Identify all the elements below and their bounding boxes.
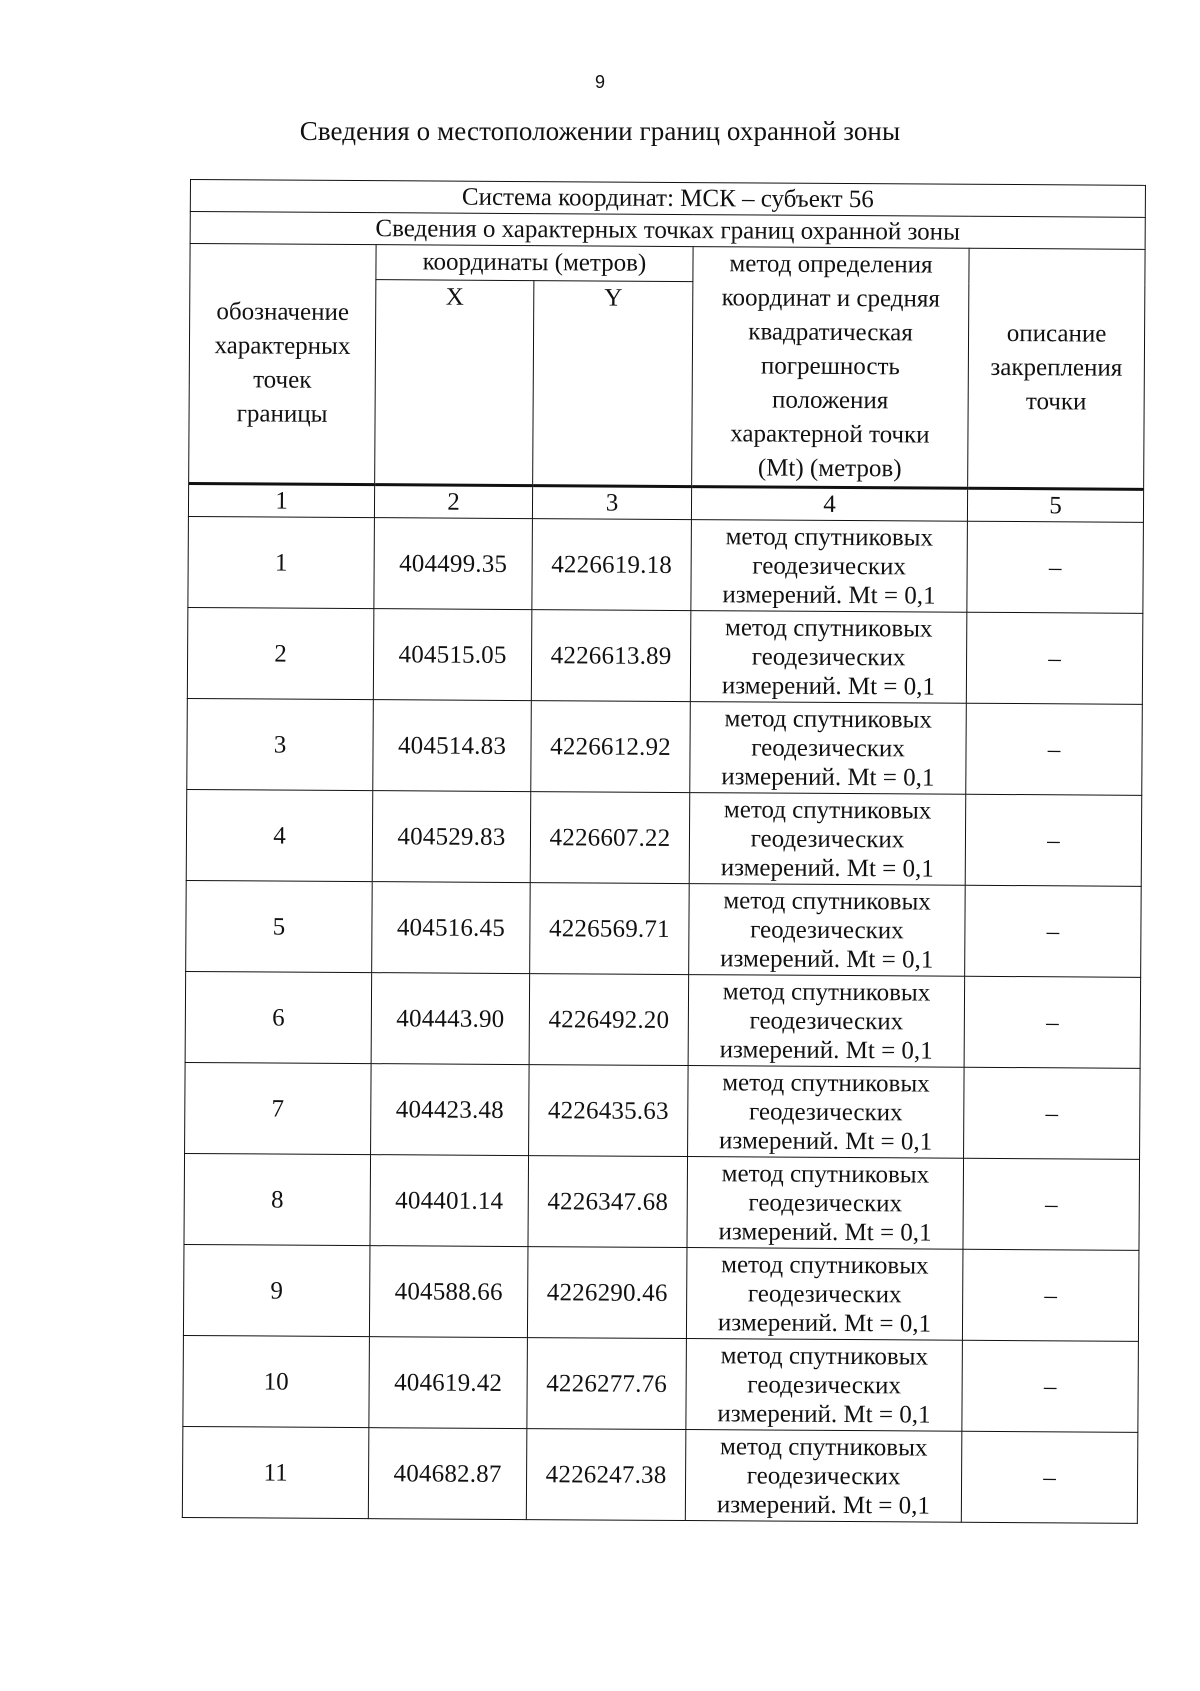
method-line: метод спутниковых [723, 795, 932, 825]
method-line: метод спутниковых [721, 1250, 929, 1280]
header-method-line: характерной точки [730, 420, 930, 449]
method-line: измерений. Mt = 0,1 [718, 1217, 932, 1247]
header-method-line: (Mt) (метров) [757, 454, 902, 483]
method-cell [686, 1248, 963, 1341]
header-description [968, 248, 1145, 489]
description-cell: – [966, 703, 1143, 795]
x-coordinate-cell: 404619.42 [369, 1337, 528, 1429]
method-line: геодезических [747, 1279, 902, 1308]
y-coordinate-cell: 4226612.92 [531, 701, 691, 793]
x-coordinate-cell: 404515.05 [373, 609, 532, 701]
x-coordinate-cell: 404588.66 [369, 1246, 528, 1338]
description-cell: – [962, 1249, 1139, 1341]
description-cell: – [967, 521, 1144, 613]
table-row [182, 1426, 1138, 1523]
method-cell [688, 975, 965, 1068]
method-line: измерений. Mt = 0,1 [721, 762, 935, 792]
method-line: измерений. Mt = 0,1 [722, 580, 936, 610]
table-row [184, 1153, 1140, 1250]
method-cell [687, 1157, 964, 1250]
method-line: геодезических [751, 642, 906, 671]
table-row [187, 607, 1143, 704]
header-method [692, 247, 969, 489]
header-method-line: метод определения [729, 250, 933, 279]
x-coordinate-cell: 404499.35 [374, 518, 533, 610]
header-method-line: координат и средняя [721, 284, 940, 313]
method-line: геодезических [748, 1097, 903, 1126]
x-coordinate-cell: 404516.45 [372, 882, 531, 974]
method-line: метод спутниковых [722, 1068, 930, 1098]
description-cell: – [966, 612, 1143, 704]
y-coordinate-cell: 4226277.76 [527, 1338, 687, 1430]
description-cell: – [965, 885, 1142, 977]
column-number: 3 [532, 486, 691, 520]
y-coordinate-cell: 4226619.18 [532, 519, 692, 611]
method-line: измерений. Mt = 0,1 [716, 1490, 931, 1520]
method-line: измерений. Mt = 0,1 [720, 853, 934, 883]
method-line: метод спутниковых [724, 613, 933, 643]
method-line: геодезических [750, 915, 904, 944]
point-number-cell: 11 [182, 1426, 369, 1518]
x-coordinate-cell: 404423.48 [371, 1064, 530, 1156]
method-line: измерений. Mt = 0,1 [719, 1126, 933, 1156]
method-line: метод спутниковых [721, 1159, 930, 1189]
table-row [183, 1244, 1139, 1341]
header-designation-line: границы [236, 400, 328, 428]
header-method-line: квадратическая [748, 318, 913, 347]
method-line: метод спутниковых [720, 1341, 929, 1371]
column-number: 4 [691, 487, 967, 522]
method-cell [688, 1066, 965, 1159]
method-line: геодезических [751, 733, 905, 762]
x-coordinate-cell: 404514.83 [373, 700, 532, 792]
table-row [185, 1062, 1141, 1159]
y-coordinate-cell: 4226247.38 [526, 1429, 686, 1521]
method-line: геодезических [749, 1006, 904, 1035]
header-designation [189, 244, 376, 485]
y-coordinate-cell: 4226435.63 [529, 1065, 689, 1157]
method-cell [691, 520, 968, 613]
method-line: метод спутниковых [719, 1432, 928, 1462]
description-cell: – [964, 976, 1141, 1068]
method-line: геодезических [747, 1370, 902, 1399]
y-coordinate-cell: 4226613.89 [531, 610, 691, 702]
column-number: 5 [967, 488, 1143, 522]
description-cell: – [963, 1158, 1140, 1250]
boundary-points-table [182, 179, 1146, 1524]
method-line: измерений. Mt = 0,1 [717, 1308, 932, 1338]
x-coordinate-cell: 404401.14 [370, 1155, 529, 1247]
column-number: 1 [188, 483, 374, 517]
table-row [185, 971, 1141, 1068]
table-row [187, 698, 1143, 795]
y-coordinate-cell: 4226347.68 [528, 1156, 688, 1248]
section-title-cell: Сведения о характерных точках границ охранной зоны [190, 212, 1145, 250]
point-number-cell: 4 [186, 789, 373, 881]
header-coordinates: координаты (метров) [376, 245, 693, 282]
point-number-cell: 7 [185, 1062, 372, 1154]
point-number-cell: 5 [186, 880, 373, 972]
header-designation-line: обозначение [216, 298, 350, 326]
method-cell [689, 793, 966, 886]
method-line: метод спутниковых [724, 704, 932, 734]
method-cell [690, 702, 967, 795]
x-coordinate-cell: 404529.83 [372, 791, 531, 883]
method-cell [689, 884, 966, 977]
description-cell: – [962, 1340, 1139, 1432]
point-number-cell: 9 [183, 1244, 370, 1336]
method-line: геодезических [750, 824, 905, 853]
y-coordinate-cell: 4226492.20 [529, 974, 689, 1066]
point-number-cell: 10 [183, 1335, 370, 1427]
table-body [182, 180, 1145, 1524]
column-number: 2 [374, 485, 532, 519]
method-line: измерений. Mt = 0,1 [720, 944, 934, 974]
method-line: метод спутниковых [722, 977, 931, 1007]
method-line: измерений. Mt = 0,1 [719, 1035, 933, 1065]
method-line: метод спутниковых [723, 886, 931, 916]
y-coordinate-cell: 4226569.71 [530, 883, 690, 975]
method-line: метод спутниковых [725, 522, 934, 552]
method-cell [690, 611, 967, 704]
point-number-cell: 8 [184, 1153, 371, 1245]
table-row [186, 789, 1142, 886]
header-description-line: описание [1006, 319, 1107, 348]
y-coordinate-cell: 4226607.22 [530, 792, 690, 884]
table-row [188, 516, 1144, 613]
method-cell [685, 1430, 962, 1523]
x-coordinate-cell: 404682.87 [368, 1428, 527, 1520]
header-y: Y [533, 281, 693, 487]
header-x: X [375, 280, 534, 486]
header-description-line: закрепления [990, 353, 1123, 382]
header-description-line: точки [1025, 388, 1087, 416]
point-number-cell: 6 [185, 971, 372, 1063]
header-designation-line: характерных [214, 332, 351, 360]
method-line: геодезических [752, 551, 907, 580]
header-designation-line: точек [253, 366, 312, 394]
table-row [183, 1335, 1139, 1432]
header-row [190, 244, 1145, 285]
coordinate-system-cell: Система координат: МСК – субъект 56 [190, 180, 1145, 218]
method-line: измерений. Mt = 0,1 [717, 1399, 931, 1429]
point-number-cell: 2 [187, 607, 374, 699]
point-number-cell: 1 [188, 516, 375, 608]
x-coordinate-cell: 404443.90 [371, 973, 530, 1065]
method-cell [686, 1339, 963, 1432]
page-number: 9 [594, 72, 605, 92]
document-title: Сведения о местоположении границ охранной зоны [299, 116, 901, 146]
description-cell: – [965, 794, 1142, 886]
method-line: геодезических [746, 1461, 901, 1490]
description-cell: – [964, 1067, 1141, 1159]
description-cell: – [961, 1431, 1138, 1523]
table-row [186, 880, 1142, 977]
method-line: геодезических [748, 1188, 903, 1217]
y-coordinate-cell: 4226290.46 [527, 1247, 687, 1339]
header-method-line: погрешность [760, 352, 900, 381]
header-method-line: положения [771, 386, 889, 415]
method-line: измерений. Mt = 0,1 [721, 671, 936, 701]
point-number-cell: 3 [187, 698, 374, 790]
